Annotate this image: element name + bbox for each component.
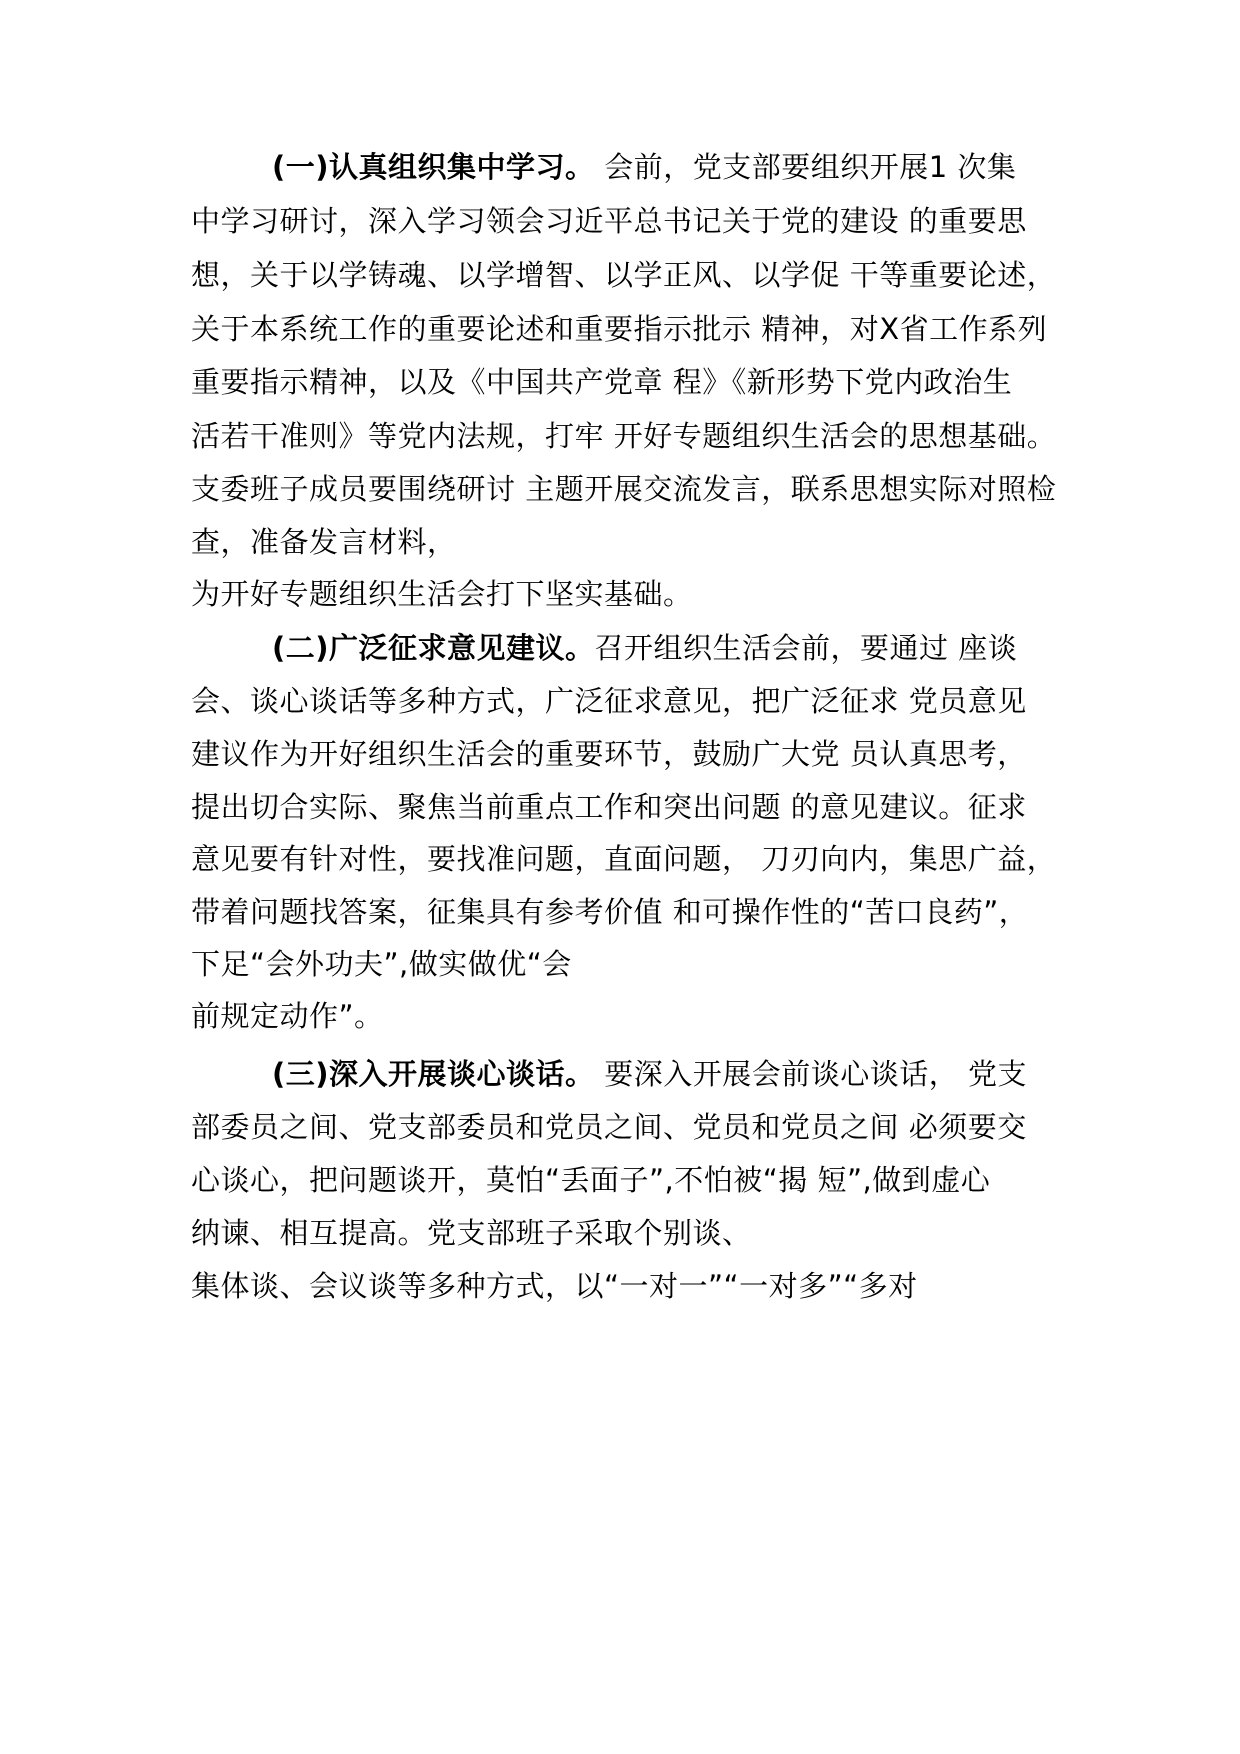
section-2-line-6: 带着问题找答案，征集具有参考价值 和可操作性的“苦口良药”， <box>191 895 1029 929</box>
section-3-heading: (三)深入开展谈心谈话。 <box>272 1057 595 1091</box>
section-3-text: 要深入开展会前谈心谈话， 党支 <box>594 1057 1027 1091</box>
section-2-line-4: 提出切合实际、聚焦当前重点工作和突出问题 的意见建议。征求 <box>191 790 1027 824</box>
section-2-line-5: 意见要有针对性，要找准问题，直面问题， 刀刃向内，集思广益， <box>191 842 1057 876</box>
section-3-line-4: 纳谏、相互提高。党支部班子采取个别谈、 <box>191 1216 752 1250</box>
section-1-text: 会前，党支部要组织开展1 次集 <box>594 150 1017 184</box>
section-1-heading: (一)认真组织集中学习。 <box>272 150 595 184</box>
section-3-line-2: 部委员之间、党支部委员和党员之间、党员和党员之间 必须要交 <box>191 1110 1027 1144</box>
section-1-line-1 <box>272 138 1016 196</box>
section-2-line-3: 建议作为开好组织生活会的重要环节，鼓励广大党 员认真思考， <box>191 737 1027 771</box>
section-1-line-8: 查，准备发言材料， <box>191 525 457 559</box>
section-1-line-3: 想，关于以学铸魂、以学增智、以学正风、以学促 干等重要论述， <box>191 258 1057 292</box>
section-3-line-1 <box>272 1045 1027 1103</box>
section-2-line-1 <box>272 619 1017 677</box>
section-1-line-2: 中学习研讨，深入学习领会习近平总书记关于党的建设 的重要思 <box>191 204 1027 238</box>
section-1-line-6: 活若干准则》等党内法规，打牢 开好专题组织生活会的思想基础。 <box>191 419 1057 453</box>
section-1-line-7: 支委班子成员要围绕研讨 主题开展交流发言，联系思想实际对照检 <box>191 472 1057 506</box>
section-1-line-4: 关于本系统工作的重要论述和重要指示批示 精神，对X省工作系列 <box>191 312 1048 346</box>
section-1-line-5: 重要指示精神，以及《中国共产党章 程》《新形势下党内政治生 <box>191 365 1013 399</box>
section-2-text: 召开组织生活会前，要通过 座谈 <box>594 631 1018 665</box>
section-2-line-7: 下足“会外功夫”,做实做优“会 <box>191 947 572 981</box>
section-3-line-3: 心谈心，把问题谈开，莫怕“丢面子”,不怕被“揭 短”,做到虚心 <box>191 1163 991 1197</box>
section-1-line-9: 为开好专题组织生活会打下坚实基础。 <box>191 577 693 611</box>
section-2-heading: (二)广泛征求意见建议。 <box>272 631 595 665</box>
section-3-line-5: 集体谈、会议谈等多种方式，以“一对一”“一对多”“多对 <box>191 1269 918 1303</box>
section-2-line-2: 会、谈心谈话等多种方式，广泛征求意见，把广泛征求 党员意见 <box>191 684 1027 718</box>
section-2-line-8: 前规定动作”。 <box>191 999 384 1033</box>
